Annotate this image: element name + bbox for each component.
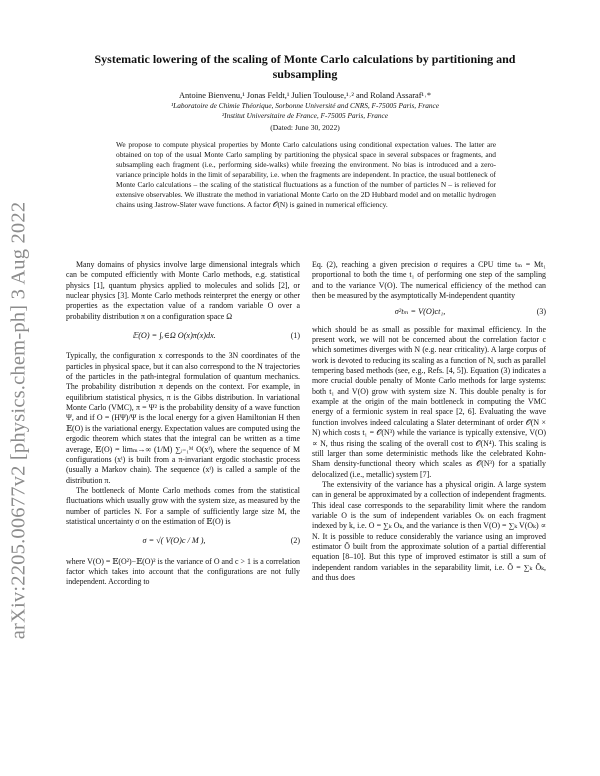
arxiv-identifier-text: arXiv:2205.00677v2 [physics.chem-ph] 3 Aug 2022 bbox=[7, 201, 30, 639]
equation-1 bbox=[66, 331, 300, 341]
paragraph: Eq. (2), reaching a given precision σ requires a CPU time tₘ = Mt₁ proportional to both the time t₁ of performing one step of the sampling and to the variance V(O). The numerical efficiency of the method can then be measured by the asymptotically M-independent quantity bbox=[312, 260, 546, 301]
paragraph: which should be as small as possible for maximal efficiency. In the present work, we will not be concerned about the correlation factor c which sometimes diverges with N (e.g. near criticality). A large corpus of work is devoted to reducing its scaling as a function of N, such as parallel tempering based methods (see, e.g., Refs. [4, 5]). Equation (3) indicates a more crucial double penalty of Monte Carlo methods for large systems: both t₁ and V(O) grow with system size N. This double penalty is for example at the origin of the main bottleneck in computing the VMC energy of a fermionic system in real space [2, 6]. Evaluating the wave function involves indeed calculating a Slater determinant of order 𝒪(N × N) which costs t₁ = 𝒪(N³) while the variance is typically extensive, V(O) ∝ N, thus rising the scaling of the overall cost to 𝒪(N⁴). This scaling is still larger than some deterministic methods like the celebrated Kohn-Sham density-functional theory which scales as 𝒪(N³) for a spatially delocalized (i.e., metallic) system [7]. bbox=[312, 324, 546, 479]
date-line: (Dated: June 30, 2022) bbox=[270, 123, 340, 132]
paragraph: Many domains of physics involve large dimensional integrals which can be computed efficiently with Monte Carlo methods, e.g. statistical physics [1], quantum physics applied to molecules and solids [2], or nuclear physics [3]. Monte Carlo methods reinterpret the energy or other properties as the expectation value of a random variable O over a probability distribution π on a configuration space Ω bbox=[66, 260, 300, 321]
paragraph: The bottleneck of Monte Carlo methods comes from the statistical fluctuations which usually grow with the system size, as measured by the number of particles N. For a sample of sufficiently large size M, the statistical uncertainty σ on the estimation of 𝔼(O) is bbox=[66, 485, 300, 526]
author-list: Antoine Bienvenu,¹ Jonas Feldt,¹ Julien Toulouse,¹˒² and Roland Assaraf¹˒* bbox=[178, 91, 432, 100]
equation-3 bbox=[312, 307, 546, 317]
equation-body: σ = √( V(O)c / M ), bbox=[142, 536, 206, 546]
arxiv-identifier bbox=[2, 200, 36, 640]
equation-body: σ²tₘ = V(O)ct₁, bbox=[394, 307, 446, 317]
left-column bbox=[66, 260, 300, 588]
affiliation-2: ²Institut Universitaire de France, F-75005 Paris, France bbox=[221, 111, 389, 120]
paragraph: Typically, the configuration x corresponds to the 3N coordinates of the particles in physical space, but it can also correspond to the N trajectories of the particles in the path-integral formulation of quantum mechanics. The probability distribution π depends on the context. For example, in equilibrium statistical physics, π is the Gibbs distribution. In variational Monte Carlo (VMC), π = Ψ² is the probability density of a wave function Ψ, and if O = (HΨ)/Ψ is the local energy for a given Hamiltonian H then 𝔼(O) is the variational energy. Expectation values are computed using the ergodic theorem which states that the integral can be written as a time average, 𝔼(O) = limₘ→∞ (1/M) ∑ᵢ₌₁ᴹ O(xⁱ), where the sequence of M configurations (xⁱ) is built from a π-invariant ergodic stochastic process (usually a Markov chain). The sequence (xⁱ) is called a sample of the distribution π. bbox=[66, 351, 300, 485]
equation-number: (1) bbox=[290, 331, 300, 341]
equation-body: 𝔼(O) = ∫ₓ∈Ω O(x)π(x)dx. bbox=[132, 331, 216, 341]
equation-number: (2) bbox=[290, 536, 300, 546]
paragraph: where V(O) = 𝔼(O²)−𝔼(O)² is the variance of O and c > 1 is a correlation factor which takes into account that the configurations are not fully independent. According to bbox=[66, 556, 300, 587]
paper-title: Systematic lowering of the scaling of Monte Carlo calculations by partitioning and subsampling bbox=[94, 52, 516, 81]
paragraph: The extensivity of the variance has a physical origin. A large system can in general be approximated by a collection of independent fragments. This ideal case corresponds to the separability limit where the random variable O is the sum of independent variables Oₖ on each fragment indexed by k, i.e. O = ∑ₖ Oₖ, and the variance is then V(O) = ∑ₖ V(Oₖ) ∝ N. It is possible to reduce considerably the variance using an improved estimator Õ built from the approximate solution of a partial differential equation [8–10]. But this type of improved estimator is still a sum of independent random variables in the separability limit, i.e. Õ = ∑ₖ Õₖ, and thus does bbox=[312, 479, 546, 582]
equation-number: (3) bbox=[536, 307, 546, 317]
equation-2 bbox=[66, 536, 300, 546]
right-column bbox=[312, 260, 546, 583]
affiliation-1: ¹Laboratoire de Chimie Théorique, Sorbonne Université and CNRS, F-75005 Paris, France bbox=[170, 101, 440, 110]
abstract: We propose to compute physical properties by Monte Carlo calculations using conditional expectation values. The latter are obtained on top of the usual Monte Carlo sampling by partitioning the physical space in several subspaces or fragments, and subsampling each fragment (i.e., performing side-walks) while freezing the environment. No bias is introduced and a zero-variance principle holds in the limit of separability, i.e. when the fragments are independent. In practice, the usual bottleneck of Monte Carlo calculations – the scaling of the statistical fluctuations as a function of the number of particles N – is relieved for extensive observables. We illustrate the method in variational Monte Carlo on the 2D Hubbard model and on metallic hydrogen chains using Jastrow-Slater wave functions. A factor 𝒪(N) is gained in numerical efficiency. bbox=[116, 140, 496, 209]
